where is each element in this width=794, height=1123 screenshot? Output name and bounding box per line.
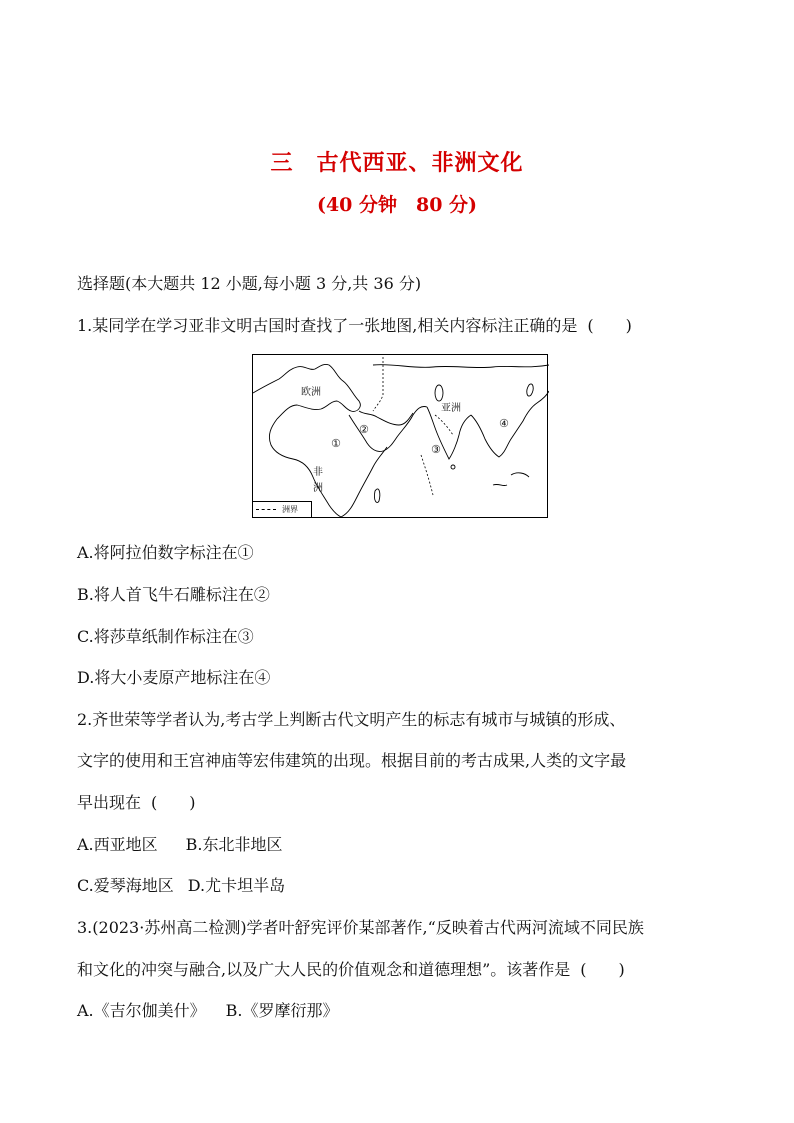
question-3-option-a[interactable]: A.《吉尔伽美什》	[77, 1001, 206, 1020]
question-2-stem-line-1: 2.齐世荣等学者认为,考古学上判断古代文明产生的标志有城市与城镇的形成、	[77, 710, 626, 729]
map-outline-icon	[253, 355, 549, 519]
question-1-answer-blank: ( )	[587, 316, 632, 335]
question-1-option-b[interactable]: B.将人首飞牛石雕标注在②	[77, 585, 270, 604]
map-label-europe: 欧洲	[301, 387, 321, 398]
question-3-stem-line-1: 3.(2023·苏州高二检测)学者叶舒宪评价某部著作,“反映着古代两河流域不同民族	[77, 918, 644, 937]
question-2-answer-blank: ( )	[151, 793, 196, 812]
question-1-option-d[interactable]: D.将大小麦原产地标注在④	[77, 668, 271, 687]
question-2-stem-line-3	[77, 793, 727, 813]
question-1-map	[252, 354, 548, 518]
map-label-africa-1: 非	[313, 467, 323, 478]
question-2-option-b[interactable]: B.东北非地区	[185, 835, 283, 854]
map-legend-label: 洲界	[282, 505, 298, 514]
question-3-stem-line-2	[77, 960, 727, 980]
section-heading: 选择题(本大题共 12 小题,每小题 3 分,共 36 分)	[77, 274, 422, 293]
map-label-asia: 亚洲	[441, 403, 461, 414]
question-3-stem-text: 和文化的冲突与融合,以及广大人民的价值观念和道德理想”。该著作是	[77, 960, 571, 979]
map-label-africa-2: 洲	[313, 483, 323, 494]
page-title: 三 古代西亚、非洲文化	[270, 151, 524, 176]
map-marker-2: ②	[359, 423, 369, 436]
question-1-stem	[77, 316, 727, 336]
question-2-option-d[interactable]: D.尤卡坦半岛	[187, 876, 286, 895]
question-3-option-b[interactable]: B.《罗摩衍那》	[225, 1001, 339, 1020]
question-1-option-a[interactable]: A.将阿拉伯数字标注在①	[77, 543, 254, 562]
question-2-option-c[interactable]: C.爱琴海地区	[77, 876, 174, 895]
map-marker-4: ④	[499, 417, 509, 430]
question-3-options-row-1	[77, 1001, 727, 1021]
page-subtitle: (40 分钟 80 分)	[316, 194, 478, 216]
question-1-option-c[interactable]: C.将莎草纸制作标注在③	[77, 627, 254, 646]
question-1-stem-text: 1.某同学在学习亚非文明古国时查找了一张地图,相关内容标注正确的是	[77, 316, 578, 335]
question-2-stem-text: 早出现在	[77, 793, 142, 812]
question-2-options-row-1	[77, 835, 727, 855]
map-legend	[253, 501, 312, 517]
boundary-line-icon	[256, 509, 276, 510]
question-3-answer-blank: ( )	[580, 960, 625, 979]
question-2-option-a[interactable]: A.西亚地区	[77, 835, 158, 854]
map-marker-1: ①	[331, 437, 341, 450]
question-2-stem-line-2: 文字的使用和王宫神庙等宏伟建筑的出现。根据目前的考古成果,人类的文字最	[77, 751, 627, 770]
map-marker-3: ③	[431, 443, 441, 456]
question-2-options-row-2	[77, 876, 727, 896]
